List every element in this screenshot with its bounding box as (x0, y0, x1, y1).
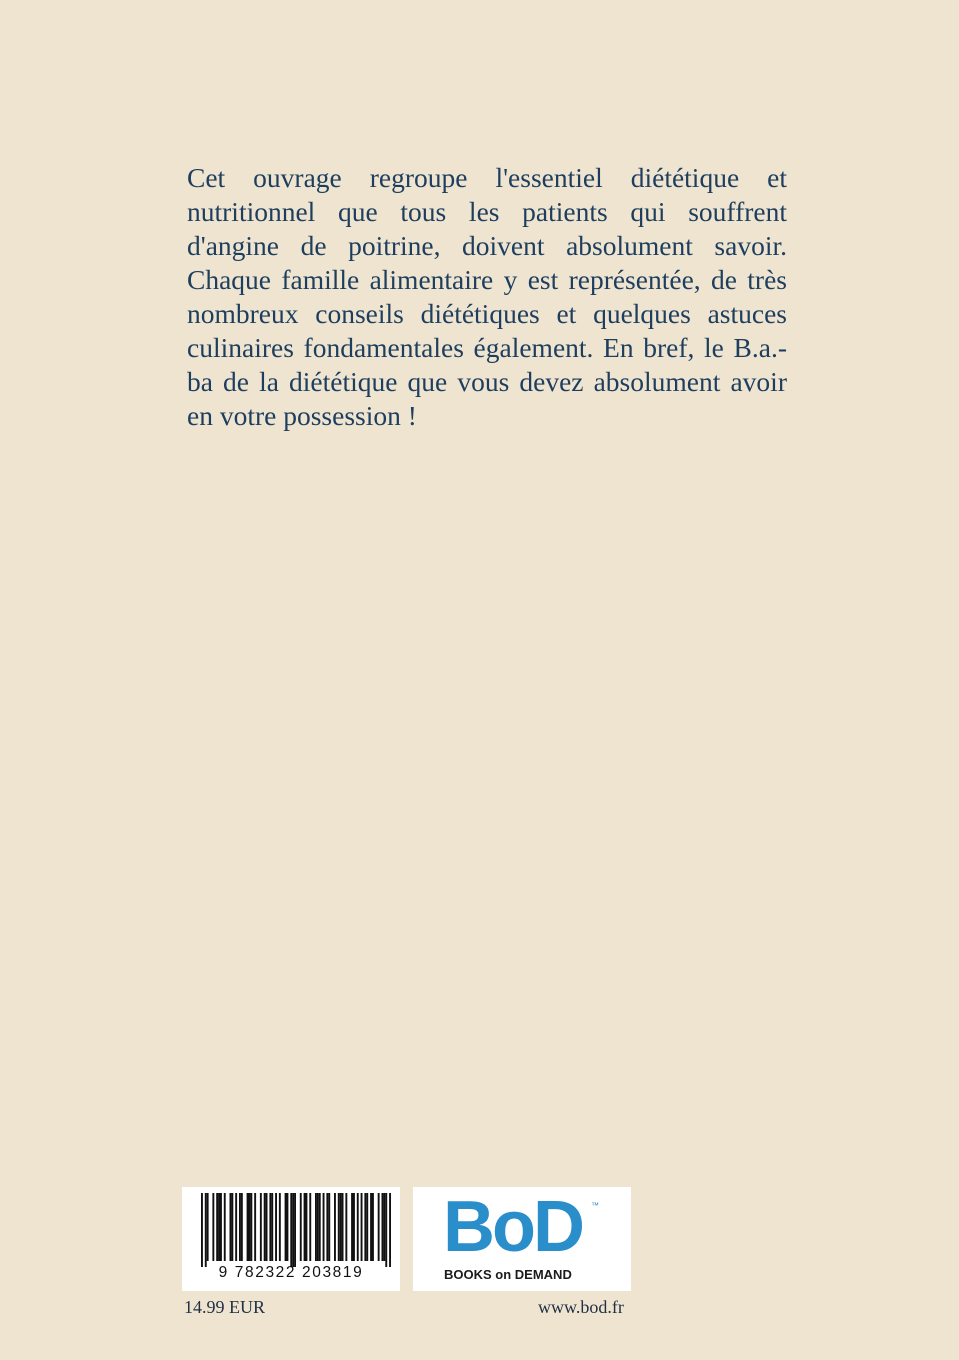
barcode-bar (383, 1193, 385, 1261)
isbn-barcode (182, 1187, 400, 1291)
barcode-bar (205, 1193, 207, 1267)
barcode-bar (323, 1193, 325, 1261)
barcode-bar (271, 1193, 273, 1261)
price-label: 14.99 EUR (184, 1297, 265, 1317)
barcode-bar (218, 1193, 220, 1261)
barcode-bar (340, 1193, 342, 1261)
barcode-bar (207, 1193, 209, 1261)
barcode-bar (285, 1193, 287, 1261)
barcode-bar (254, 1193, 256, 1261)
publisher-logo (413, 1187, 631, 1291)
barcode-bar (304, 1193, 306, 1261)
barcode-bar (279, 1193, 281, 1261)
barcode-bar (366, 1193, 368, 1261)
barcode-bar (370, 1193, 372, 1261)
barcode-bar (317, 1193, 319, 1261)
barcode-bar (361, 1193, 363, 1261)
barcode-bar (275, 1193, 277, 1261)
barcode-bar (315, 1193, 317, 1261)
barcode-bar (231, 1193, 233, 1261)
barcode-bar (342, 1193, 344, 1261)
barcode-bar (264, 1193, 266, 1261)
barcode-bar (345, 1193, 347, 1261)
barcode-bar (382, 1193, 384, 1261)
barcode-bar (338, 1193, 340, 1261)
barcode-bar (241, 1193, 243, 1261)
barcode-bar (328, 1193, 330, 1261)
barcode-bar (351, 1193, 353, 1261)
barcode-bar (216, 1193, 218, 1261)
barcode-bar (300, 1193, 302, 1261)
barcode-bar (235, 1193, 237, 1261)
barcode-bar (247, 1193, 249, 1261)
barcode-bar (249, 1193, 251, 1261)
barcode-bar (260, 1193, 262, 1261)
bod-logo-wordmark: BoD (443, 1187, 582, 1267)
barcode-bar (389, 1193, 391, 1267)
publisher-website: www.bod.fr (538, 1297, 624, 1317)
barcode-bar (353, 1193, 355, 1261)
barcode-bar (287, 1193, 289, 1261)
barcode-bar (239, 1193, 241, 1261)
barcode-bar (364, 1193, 366, 1261)
back-cover-blurb: Cet ouvrage regroupe l'essentiel diététique et nutritionnel que tous les patients qui souffrent d'angine de poitrine, doivent absolument savoir. Chaque famille alimentaire y est représentée, de très nombreux conseils diététiques et quelques astuces culinaires fondamentales également. En bref, le B.a.-ba de la diététique que vous devez absolument avoir en votre possession ! (187, 162, 787, 431)
barcode-bar (372, 1193, 374, 1261)
barcode-bar (334, 1193, 336, 1261)
barcode-bar (306, 1193, 308, 1261)
barcode-bar (378, 1193, 380, 1261)
barcode-bar (294, 1193, 296, 1267)
barcode-bar (266, 1193, 268, 1261)
barcode-bar (290, 1193, 292, 1267)
trademark-symbol: ™ (591, 1201, 599, 1210)
barcode-bar (319, 1193, 321, 1261)
barcode-bar (224, 1193, 226, 1261)
barcode-bar (357, 1193, 359, 1261)
barcode-bar (269, 1193, 271, 1261)
barcode-bar (326, 1193, 328, 1261)
barcode-bar (230, 1193, 232, 1261)
isbn-number: 9 782322 203819 (218, 1264, 364, 1281)
barcode-bar (292, 1193, 294, 1267)
barcode-bar (385, 1193, 387, 1267)
barcode-bar (309, 1193, 311, 1261)
barcode-bar (201, 1193, 203, 1267)
barcode-bar (220, 1193, 222, 1261)
barcode-bar (212, 1193, 214, 1261)
barcode-bar (250, 1193, 252, 1261)
bod-logo-tagline: BOOKS on DEMAND (444, 1267, 572, 1282)
